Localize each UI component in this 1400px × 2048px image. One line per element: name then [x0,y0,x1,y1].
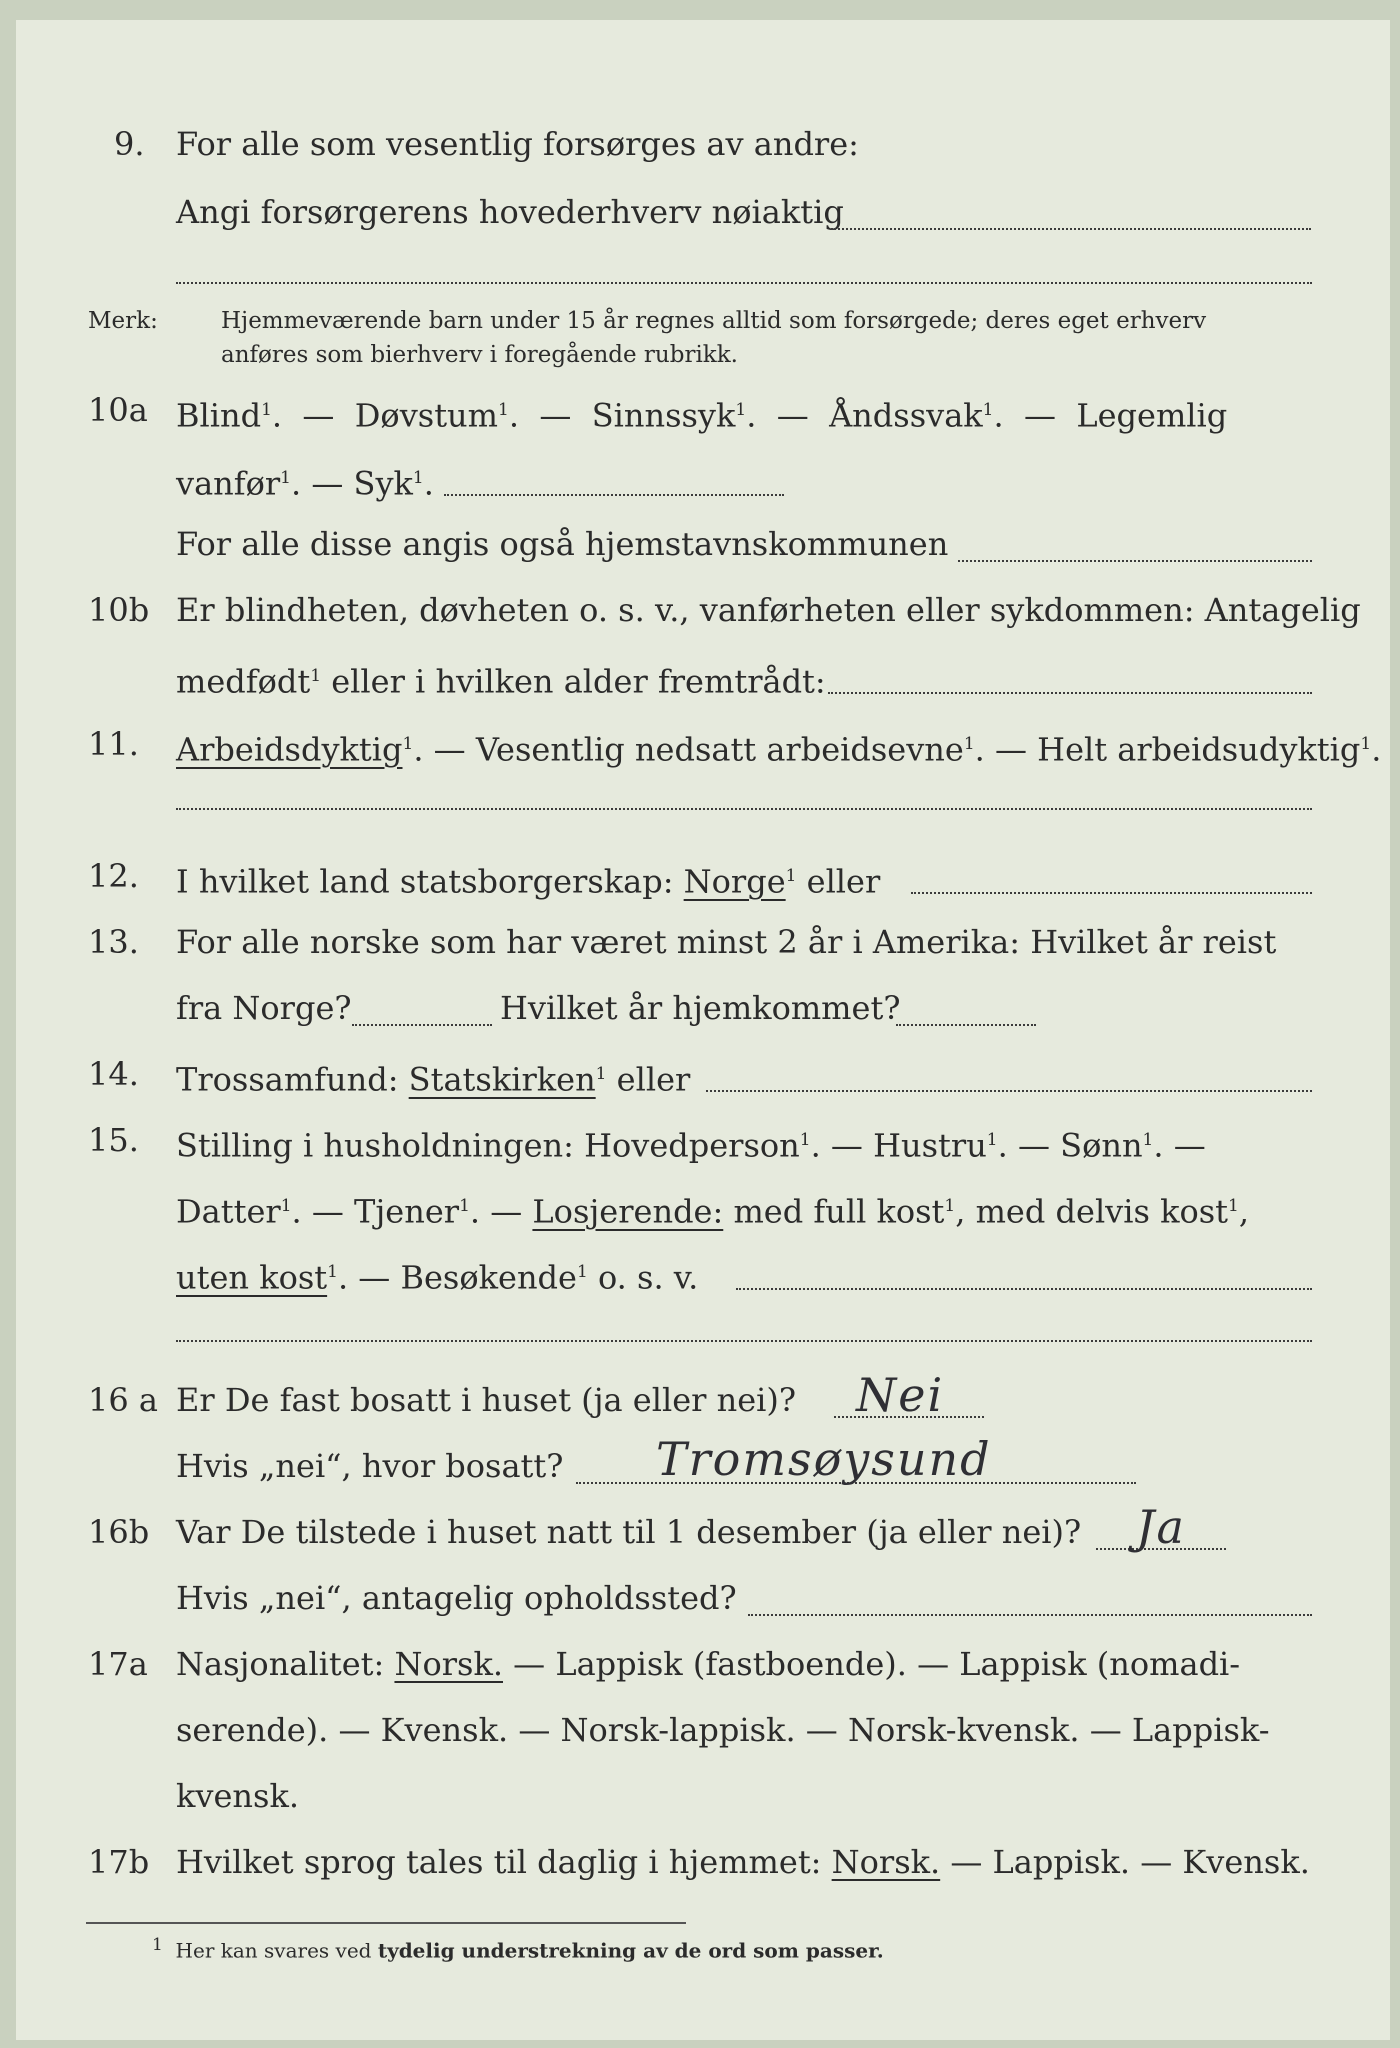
hustru-option: Hustru [873,1126,987,1165]
q9-number: 9. [114,125,145,163]
udyktig-option: Helt arbeidsudyktig [1037,730,1361,769]
syk-option: Syk [353,464,413,503]
q12-number: 12. [88,857,139,895]
medfodt-option: medfødt [176,662,311,701]
q16a-line2: Hvis „nei“, hvor bosatt? [176,1447,564,1485]
q14-line: Trossamfund: Statskirken$^1$ eller [176,1060,691,1099]
q13-line1: For alle norske som har været minst 2 år i Amerika: Hvilket år reist [176,923,1277,961]
q13-fra-answer-line [352,1024,492,1026]
q10a-number: 10a [88,391,148,429]
q9-answer-line-1 [831,228,1311,230]
census-form-page [16,20,1390,2040]
q9-answer-line-2 [176,282,1312,284]
dovstum-option: Døvstum [354,396,498,435]
q13-hjem: Hvilket år hjemkommet? [500,989,901,1027]
q10b-line1: Er blindheten, døvheten o. s. v., vanførheten eller sykdommen: Antagelig [176,591,1361,629]
q10b-number: 10b [88,591,150,629]
q17a-line1: Nasjonalitet: Norsk. — Lappisk (fastboende). — Lappisk (nomadi- [176,1645,1241,1683]
arbeidsdyktig-option: Arbeidsdyktig [176,730,403,769]
losjerende-option: Losjerende: [532,1192,724,1231]
q11-number: 11. [88,725,139,763]
q12-answer-line [911,892,1312,894]
hjemstavn-answer-line [958,560,1312,562]
q16b-line1: Var De tilstede i huset natt til 1 desember (ja eller nei)? [176,1513,1082,1551]
sonn-option: Sønn [1060,1126,1143,1165]
footnote: $^1$ Her kan svares ved tydelig understrekning av de ord som passer. [152,1935,884,1963]
q16a-handwritten-answer-1: Nei [856,1368,945,1422]
q9-line1: For alle som vesentlig forsørges av andre: [176,125,859,163]
q17b-number: 17b [88,1843,150,1881]
q14-number: 14. [88,1055,139,1093]
footnote-rule [86,1922,686,1924]
besokende-option: Besøkende [400,1258,577,1297]
q10a-line1: Blind$^1$. — Døvstum$^1$. — Sinnssyk$^1$. — Åndssvak$^1$. — Legemlig [176,396,1228,435]
q16a-number: 16 a [88,1381,158,1419]
q16b-handwritten-answer: Ja [1136,1500,1186,1554]
q16b-line2: Hvis „nei“, antagelig opholdssted? [176,1579,737,1617]
tjener-option: Tjener [354,1192,460,1231]
merk-line1: Hjemmeværende barn under 15 år regnes alltid som forsørgede; deres eget erhverv [221,308,1207,334]
q15-line2: Datter$^1$. — Tjener$^1$. — Losjerende: med full kost$^1$, med delvis kost$^1$, [176,1192,1250,1231]
q12-line: I hvilket land statsborgerskap: Norge$^1$ eller [176,862,881,901]
q15-line1: Stilling i husholdningen: Hovedperson$^1$. — Hustru$^1$. — Sønn$^1$. — [176,1126,1206,1165]
q17b-line: Hvilket sprog tales til daglig i hjemmet: Norsk. — Lappisk. — Kvensk. [176,1843,1310,1881]
norsk-option: Norsk. [394,1645,503,1683]
nedsatt-option: Vesentlig nedsatt arbeidsevne [475,730,964,769]
sinnssyk-option: Sinnssyk [591,396,736,435]
q15-line3: uten kost$^1$. — Besøkende$^1$ o. s. v. [176,1258,699,1297]
norsk-language-option: Norsk. [831,1843,941,1881]
q13-hjem-answer-line [896,1024,1036,1026]
q16a-line1: Er De fast bosatt i huset (ja eller nei)? [176,1381,797,1419]
q15-answer-line-1 [736,1288,1312,1290]
q17a-number: 17a [88,1645,148,1683]
q10a-answer-line [444,494,784,496]
q15-number: 15. [88,1121,139,1159]
q16b-number: 16b [88,1513,150,1551]
q16a-handwritten-answer-2: Tromsøysund [656,1432,992,1486]
q13-number: 13. [88,923,139,961]
q17a-line3: kvensk. [176,1777,299,1815]
legemlig-option: Legemlig [1076,396,1228,435]
q10b-line2: medfødt$^1$ eller i hvilken alder fremtrådt: [176,662,826,701]
merk-label: Merk: [88,308,158,334]
q14-answer-line [706,1090,1312,1092]
q11-line1: Arbeidsdyktig$^1$. — Vesentlig nedsatt arbeidsevne$^1$. — Helt arbeidsudyktig$^1$. [176,730,1382,769]
q17a-line2: serende). — Kvensk. — Norsk-lappisk. — Norsk-kvensk. — Lappisk- [176,1711,1270,1749]
q11-answer-line [176,808,1312,810]
q15-answer-line-2 [176,1340,1312,1342]
q10a-line3: For alle disse angis også hjemstavnskommunen [176,525,949,563]
q10a-line2: vanfør$^1$. — Syk$^1$. [176,464,434,503]
q16b-answer-line-2 [748,1614,1312,1616]
vanfor-option: vanfør [176,464,281,503]
norge-option: Norge [683,862,786,901]
merk-line2: anføres som bierhverv i foregående rubrikk. [221,342,738,368]
q13-fra: fra Norge? [176,989,352,1027]
uten-kost-option: uten kost [176,1258,328,1297]
q9-line2: Angi forsørgerens hovederhverv nøiaktig [176,193,844,231]
statskirken-option: Statskirken [408,1060,596,1099]
q10b-answer-line [828,692,1312,694]
datter-option: Datter [176,1192,281,1231]
blind-option: Blind [176,396,262,435]
andssvak-option: Åndssvak [829,396,983,435]
